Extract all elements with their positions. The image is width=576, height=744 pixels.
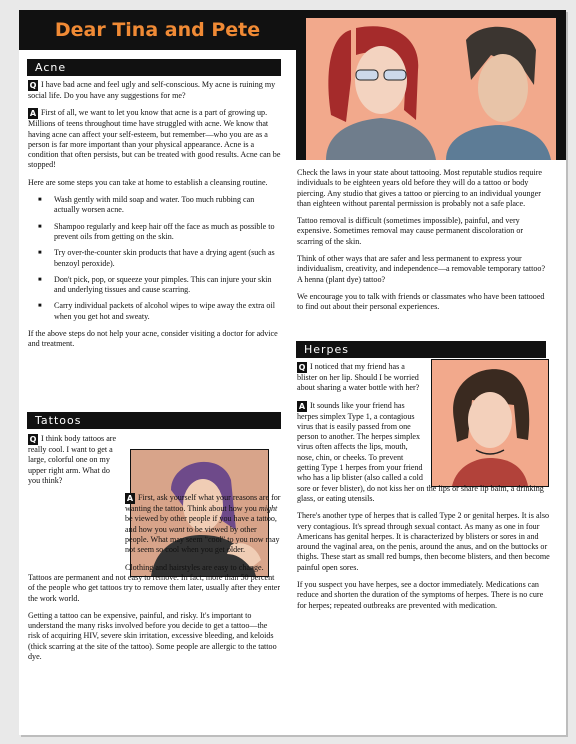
a-icon: A xyxy=(126,494,134,504)
tattoos-answer: A First, ask yourself what your reasons are for wanting the tattoo. Think about how you might be viewed by other people if you have a tattoo, and how you want to be viewed by other people. What may seem "cool" to you now may not seem so cool when you get older. xyxy=(125,493,281,555)
herpes-heading-bar xyxy=(296,341,546,358)
herpes-paragraph: There's another type of herpes that is called Type 2 or genital herpes. It is also very contagious. It's spread through sexual contact. As many as one in four Americans has genital herpes. It is characterized by blisters or sores in and around the vaginal area, on the penis, around the anus, and on the buttocks or thighs. These start as small red bumps, then become blisters, and then become painful open sores. xyxy=(297,511,550,572)
acne-question: Q I have bad acne and feel ugly and self-conscious. My acne is ruining my social life. Do you have any suggestions for me? xyxy=(28,80,276,100)
tattoos-heading-bar xyxy=(27,412,281,429)
q-icon: Q xyxy=(29,435,37,444)
acne-answer: A First of all, we want to let you know that acne is a part of growing up. Millions of teens throughout time have struggled with acne. We know that having acne can affect your self-esteem, but remember—who you are as a person is far more important than your physical appearance. Acne is a condition that often persists, but can be treated with good results. Acne can be stopped! xyxy=(28,108,281,170)
tattoos-paragraph: Think of other ways that are safer and less permanent to express your individualism, creativity, and independence—a removable temporary tattoo? A henna (plant dye) tattoo? xyxy=(297,254,546,284)
acne-heading-bar xyxy=(27,59,281,76)
q-icon: Q xyxy=(298,363,306,372)
acne-closing: If the above steps do not help your acne, consider visiting a doctor for advice and treatment. xyxy=(28,329,278,349)
list-item: ■ Try over-the-counter skin products that have a drying agent (such as benzoyl peroxide). xyxy=(54,248,281,269)
acne-intro: Here are some steps you can take at home to establish a cleansing routine. xyxy=(28,177,268,187)
a-icon: A xyxy=(29,109,37,119)
tattoos-paragraph: Clothing and hairstyles are easy to change. Tattoos are permanent and not easy to remove. In fact, more than 50 percent of the people who get tattoos try to remove them later, usually after they enter the work world. xyxy=(28,562,281,603)
tattoos-paragraph: We encourage you to talk with friends or classmates who have been tattooed to find out about their personal experiences. xyxy=(297,291,545,312)
acne-steps-list xyxy=(28,195,281,322)
list-item: ■ Don't pick, pop, or squeeze your pimples. This can injure your skin and underlying tissues and cause scarring. xyxy=(54,275,281,296)
q-icon: Q xyxy=(29,81,37,90)
herpes-paragraph: If you suspect you have herpes, see a doctor immediately. Medications can reduce and shorten the duration of the symptoms of herpes. There is no cure for herpes; repeated outbreaks are prevented with medication. xyxy=(297,580,544,610)
tattoos-paragraph: Check the laws in your state about tattooing. Most reputable studios require individuals to be eighteen years old before they will do a tattoo or body piercing. Any studio that gives a tattoo or piercing to an individual younger than eighteen without parental permission is probably not a safe place. xyxy=(297,168,543,208)
page-title: Dear Tina and Pete xyxy=(54,19,261,41)
herpes-question: Q I noticed that my friend has a blister on her lip. Should I be worried about sharing a water bottle with her? xyxy=(297,362,420,393)
herpes-answer: A It sounds like your friend has herpes simplex Type 1, a contagious virus that is easily passed from one person to another. The herpes simplex virus often affects the lips, mouth, nose, chin, or cheeks. To prevent getting Type 1 herpes from your friend who has a lip blister (also called a cold sore or fever blister), do not kiss her on the lips or share lip balm, a drinking glass, or eating utensils. xyxy=(297,400,544,503)
tattoos-paragraph: Getting a tattoo can be expensive, painful, and risky. It's important to understand the many risks involved before you decide to get a tattoo—the risk of acquiring HIV, severe skin irritation, excessive bleeding, and keloids (thick scarring at the site of the tattoo). Some people are allergic to the tattoo dye. xyxy=(28,610,277,662)
tattoos-heading: Tattoos xyxy=(35,414,82,427)
acne-heading: Acne xyxy=(35,61,67,74)
page xyxy=(19,10,566,735)
tattoos-question: Q I think body tattoos are really cool. I want to get a large, colorful one on my upper right arm. What do you think? xyxy=(28,434,117,485)
tattoos-column xyxy=(28,434,281,669)
two-girls-illustration xyxy=(296,10,566,160)
tattoos-paragraph: Tattoo removal is difficult (sometimes impossible), painful, and very expensive. Sometimes removal may cause permanent discoloration or scarring of the skin. xyxy=(297,216,524,246)
right-column xyxy=(297,168,551,320)
herpes-heading: Herpes xyxy=(304,343,350,356)
list-item: ■ Carry individual packets of alcohol wipes to wipe away the extra oil when you get hot and sweaty. xyxy=(54,301,281,322)
a-icon: A xyxy=(298,401,306,411)
herpes-column xyxy=(297,362,551,618)
list-item: ■ Wash gently with mild soap and water. Too much rubbing can actually worsen acne. xyxy=(54,195,281,216)
acne-column xyxy=(28,80,281,357)
list-item: ■ Shampoo regularly and keep hair off the face as much as possible to prevent oils from getting on the skin. xyxy=(54,222,281,243)
